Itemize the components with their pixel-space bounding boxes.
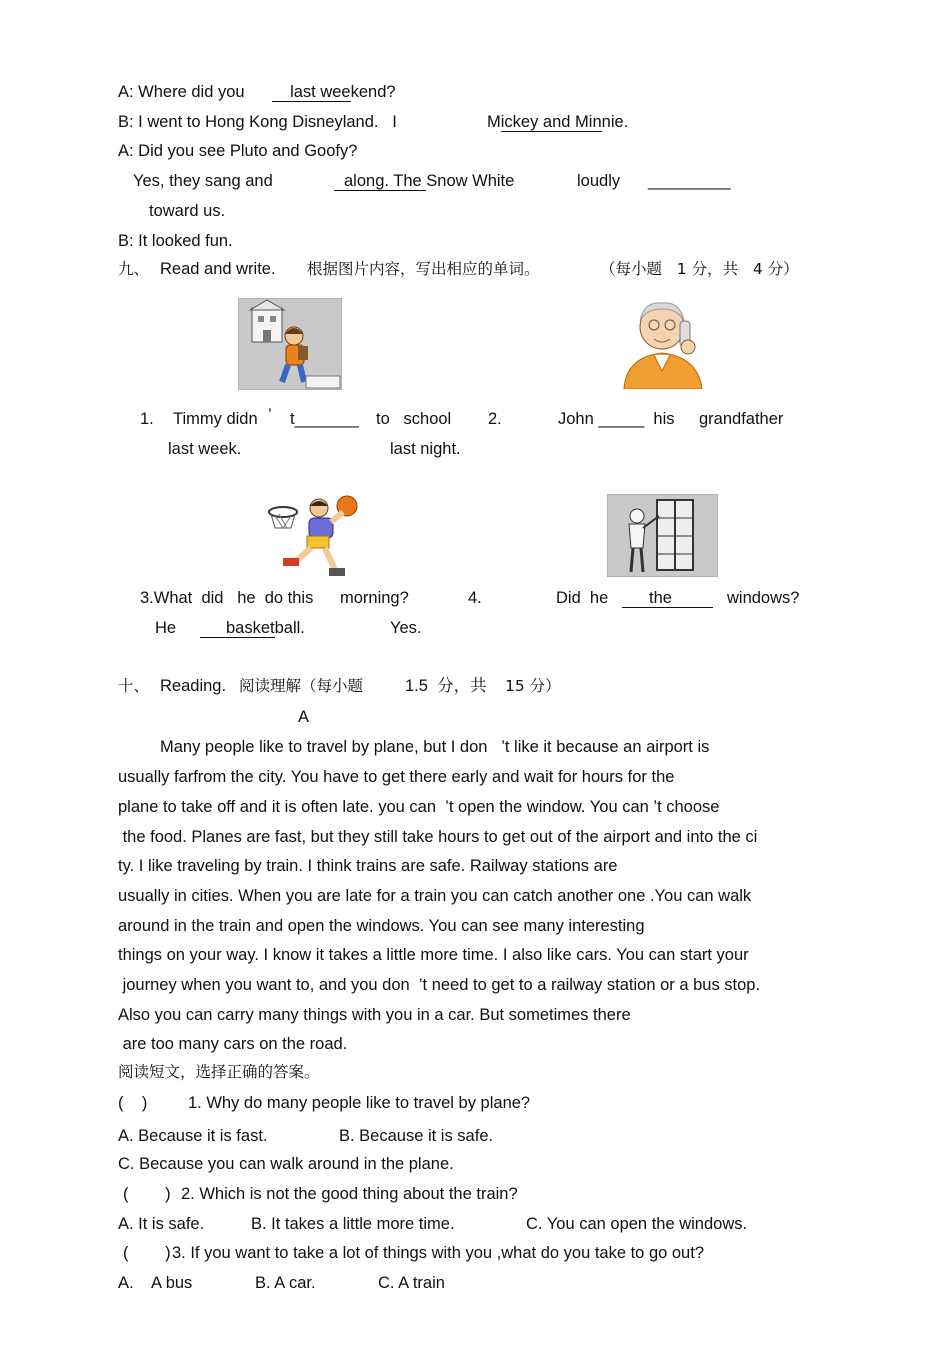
q9-4-answer-yes: Yes. <box>390 619 422 637</box>
q9-4-text: Did he <box>556 589 609 607</box>
q9-1-text: Timmy didn <box>173 410 258 428</box>
q10-2-option-a: A. It is safe. <box>118 1215 205 1233</box>
q10-3-option-b: B. A car. <box>255 1274 316 1292</box>
q10-3-option-c: C. A train <box>378 1274 445 1292</box>
q9-4-answer: the <box>622 588 713 608</box>
dialogue-line-6: B: It looked fun. <box>118 232 233 250</box>
q10-1-question: 1. Why do many people like to travel by plane? <box>188 1094 531 1112</box>
passage-line: are too many cars on the road. <box>118 1035 348 1053</box>
dialogue-line-3: A: Did you see Pluto and Goofy? <box>118 142 358 160</box>
q10-3-paren: ( ) <box>123 1244 171 1262</box>
dialogue-line-4: Yes, they sang and <box>133 172 273 190</box>
q10-3-option-a: A. A bus <box>118 1274 193 1292</box>
q10-3-question: 3. If you want to take a lot of things with you ,what do you take to go out? <box>172 1244 704 1262</box>
q9-1-blank: t_______ <box>290 410 359 428</box>
q10-2-option-b: B. It takes a little more time. <box>251 1215 455 1233</box>
q9-2-number: 2. <box>488 410 502 428</box>
q9-4-number: 4. <box>468 589 482 607</box>
reading-direction: 阅读短文，选择正确的答案。 <box>118 1063 320 1081</box>
boy-walking-to-school-image <box>238 298 342 390</box>
grandfather-on-phone-image <box>618 295 708 389</box>
q9-2-text-b: grandfather <box>699 410 784 428</box>
passage-line: Many people like to travel by plane, but I don ’t like it because an airport is <box>160 738 710 756</box>
section-10-number: 十、 <box>118 677 150 695</box>
passage-line: ty. I like traveling by train. I think trains are safe. Railway stations are <box>118 857 618 875</box>
dialogue-line-4-blank: _________ <box>648 172 731 190</box>
q9-1-text-c: last week. <box>168 440 242 458</box>
passage-line: journey when you want to, and you don ’t need to get to a railway station or a bus stop. <box>118 976 761 994</box>
passage-line: Also you can carry many things with you in a car. But sometimes there <box>118 1006 631 1024</box>
passage-label: A <box>298 708 310 726</box>
q9-1-text-b: to school <box>376 410 452 428</box>
passage-line: things on your way. I know it takes a little more time. I also like cars. You can start your <box>118 946 749 964</box>
passage-line: the food. Planes are fast, but they still take hours to get out of the airport and into the ci <box>118 828 758 846</box>
section-9-instruction: 根据图片内容，写出相应的单词。 <box>307 260 540 278</box>
passage-line: usually in cities. When you are late for a train you can catch another one .You can walk <box>118 887 752 905</box>
q10-2-paren: ( ) <box>123 1185 171 1203</box>
q9-3-answer: basketball. <box>200 618 305 638</box>
section-10-score: 1.5 分，共 <box>405 677 487 695</box>
section-9-number: 九、 <box>118 260 150 278</box>
section-9-score: （每小题 1 分，共 4 分） <box>600 260 799 278</box>
q9-1-apostrophe: ’ <box>268 406 272 424</box>
q10-1-paren: ( ) <box>118 1094 148 1112</box>
section-9-title: Read and write. <box>160 260 276 278</box>
passage-line: usually farfrom the city. You have to get there early and wait for hours for the <box>118 768 675 786</box>
q9-2-text-c: last night. <box>390 440 461 458</box>
passage-line: around in the train and open the windows. You can see many interesting <box>118 917 645 935</box>
dialogue-line-5: toward us. <box>149 202 226 220</box>
q9-3-answer-prefix: He <box>155 619 177 637</box>
q9-3-text-b: morning? <box>340 589 409 607</box>
q10-1-option-a: A. Because it is fast. <box>118 1127 268 1145</box>
q9-4-text-b: windows? <box>727 589 800 607</box>
man-cleaning-windows-image <box>607 494 718 577</box>
q10-2-option-c: C. You can open the windows. <box>526 1215 748 1233</box>
boy-playing-basketball-image <box>265 492 361 578</box>
q10-2-question: 2. Which is not the good thing about the train? <box>181 1185 518 1203</box>
dialogue-line-4-answer: along. The Snow White <box>334 171 514 191</box>
q10-1-option-b: B. Because it is safe. <box>339 1127 494 1145</box>
section-10-score-b: 15 分） <box>505 677 561 695</box>
passage-line: plane to take off and it is often late. you can ’t open the window. You can ’t choose <box>118 798 720 816</box>
q9-3-text: 3.What did he do this <box>140 589 314 607</box>
dialogue-line-1: A: Where did you last weekend? <box>118 83 396 101</box>
dialogue-line-2-answer: Mickey and Minnie. <box>487 113 629 131</box>
q10-1-option-c: C. Because you can walk around in the plane. <box>118 1155 454 1173</box>
section-10-title: Reading. <box>160 677 227 695</box>
dialogue-line-2: B: I went to Hong Kong Disneyland. I <box>118 113 397 131</box>
q9-1-number: 1. <box>140 410 154 428</box>
dialogue-line-4-adverb: loudly <box>577 172 621 190</box>
section-10-instruction: 阅读理解（每小题 <box>239 677 364 695</box>
q9-2-text: John _____ his <box>558 410 675 428</box>
